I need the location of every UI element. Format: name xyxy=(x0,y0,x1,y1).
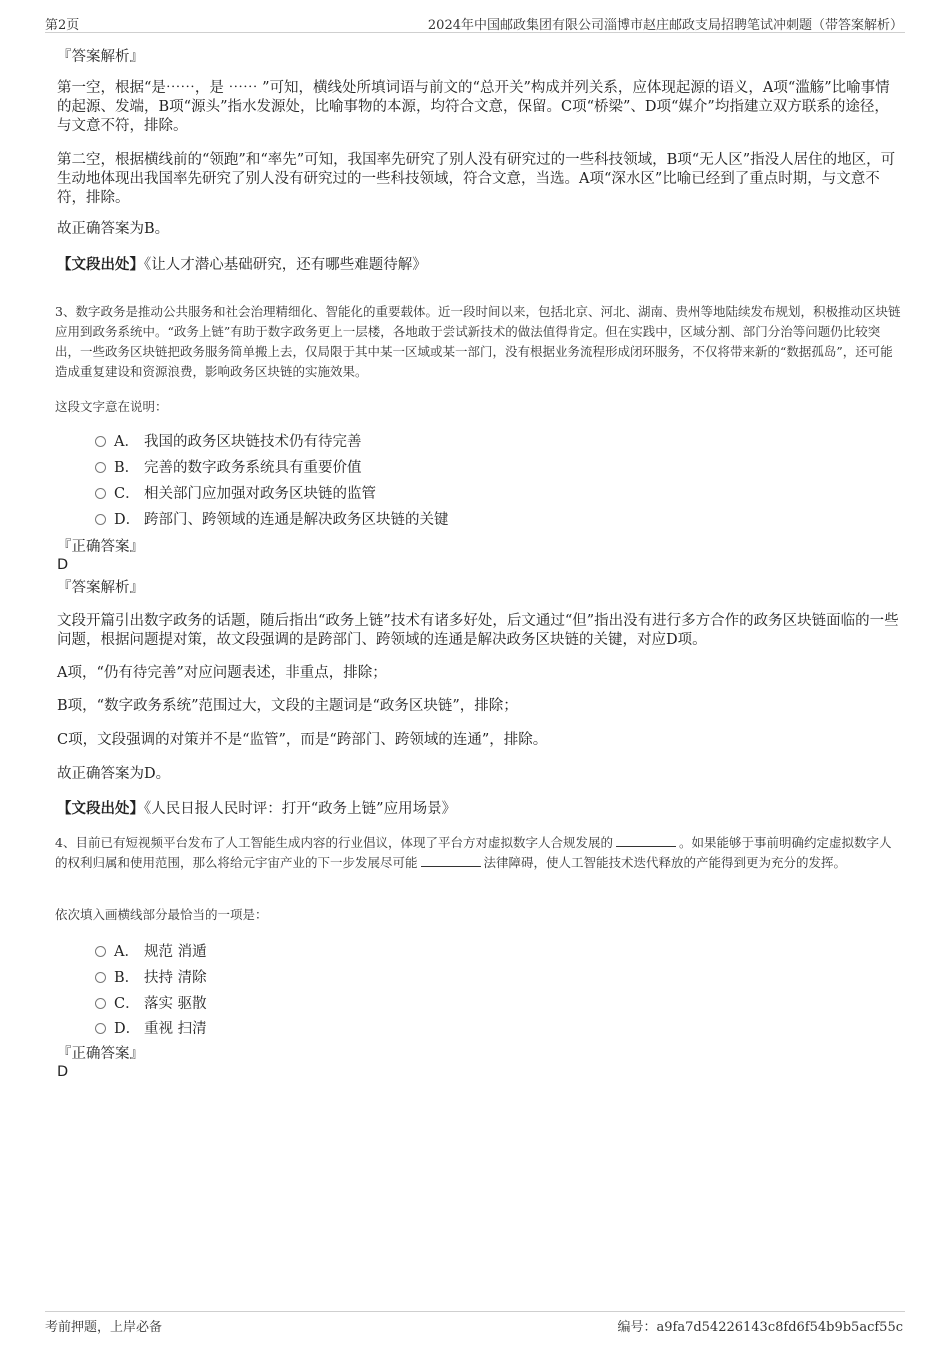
q3-source-label: 【文段出处】 xyxy=(57,800,144,817)
radio-icon[interactable] xyxy=(95,998,106,1009)
q3-question: 3、数字政务是推动公共服务和社会治理精细化、智能化的重要载体。近一段时间以来，包括北京、河北、湖南、贵州等地陆续发布规划，积极推动区块链应用到政务系统中。“政务上链”有助于数字政务更上一层楼，各地敢于尝试新技术的做法值得肯定。但在实践中，区域分割、部门分治等问题仍比较突出，一些政务区块链把政务服务简单搬上去，仅局限于其中某一区域或某一部门，没有根据业务流程形成闭环服务，不仅将带来新的“数据孤岛”，还可能造成重复建设和资源浪费，影响政务区块链的实施效果。 xyxy=(55,304,901,379)
q4-question-part3: 法律障碍，使人工智能技术迭代释放的产能得到更为充分的发挥。 xyxy=(483,855,847,870)
option-letter: B． xyxy=(114,460,140,476)
option-text: 完善的数字政务系统具有重要价值 xyxy=(144,460,362,476)
q3-analysis-para1: 文段开篇引出数字政务的话题，随后指出“政务上链”技术有诸多好处，后文通过“但”指出没有进行多方合作的政务区块链面临的一些问题，根据问题提对策，故文段强调的是跨部门、跨领域的连通是解决政务区块链的关键，对应D项。 xyxy=(57,613,899,648)
q4-question-part2: 。如果能够于事前明确约定虚拟数字人的权利归属和使用范围，那么将给元宇宙产业的下一步发展尽可能 xyxy=(55,835,892,870)
option-letter: C． xyxy=(114,486,140,502)
q4-option-c[interactable] xyxy=(95,994,207,1014)
option-letter: A． xyxy=(114,434,139,450)
q3-source-text: 《人民日报人民时评：打开“政务上链”应用场景》 xyxy=(144,801,457,817)
option-text: 扶持 清除 xyxy=(144,970,207,986)
q4-correct-answer: D xyxy=(57,1064,69,1080)
q2-source xyxy=(57,255,902,275)
q4-prompt: 依次填入画横线部分最恰当的一项是： xyxy=(55,907,268,922)
q2-source-label: 【文段出处】 xyxy=(57,256,144,273)
option-text: 我国的政务区块链技术仍有待完善 xyxy=(144,434,362,450)
q3-conclusion: 故正确答案为D。 xyxy=(57,766,171,782)
q3-analysis-c: C项，文段强调的对策并不是“监管”，而是“跨部门、跨领域的连通”，排除。 xyxy=(57,732,548,748)
radio-icon[interactable] xyxy=(95,462,106,473)
option-letter: D． xyxy=(114,512,141,528)
radio-icon[interactable] xyxy=(95,972,106,983)
q3-correct-answer: D xyxy=(57,557,69,573)
q4-option-d[interactable] xyxy=(95,1019,207,1039)
footer-slogan: 考前押题，上岸必备 xyxy=(45,1320,163,1335)
document-title: 2024年中国邮政集团有限公司淄博市赵庄邮政支局招聘笔试冲刺题（带答案解析） xyxy=(427,18,903,33)
q2-conclusion: 故正确答案为B。 xyxy=(57,221,170,237)
page-number: 第2页 xyxy=(45,18,80,33)
option-letter: B． xyxy=(114,970,140,986)
q3-analysis-a: A项，“仍有待完善”对应问题表述，非重点，排除； xyxy=(57,665,387,681)
q4-option-a[interactable] xyxy=(95,942,207,962)
q3-option-a[interactable] xyxy=(95,432,362,452)
q4-question-part1: 4、目前已有短视频平台发布了人工智能生成内容的行业倡议，体现了平台方对虚拟数字人合规发展的 xyxy=(55,835,613,850)
option-text: 重视 扫清 xyxy=(144,1021,207,1037)
q2-analysis-para2: 第二空，根据横线前的“领跑”和“率先”可知，我国率先研究了别人没有研究过的一些科技领域，B项“无人区”指没人居住的地区，可生动地体现出我国率先研究了别人没有研究过的一些科技领域，符合文意，当选。A项“深水区”比喻已经到了重点时期，与文意不符，排除。 xyxy=(57,152,896,206)
q4-correct-label: 『正确答案』 xyxy=(57,1046,144,1062)
radio-icon[interactable] xyxy=(95,488,106,499)
radio-icon[interactable] xyxy=(95,946,106,957)
option-text: 规范 消遁 xyxy=(144,944,207,960)
q4-blank-1 xyxy=(616,834,676,847)
q3-option-c[interactable] xyxy=(95,484,376,504)
q4-question xyxy=(55,833,903,873)
radio-icon[interactable] xyxy=(95,514,106,525)
page-header xyxy=(45,12,905,33)
radio-icon[interactable] xyxy=(95,436,106,447)
option-text: 跨部门、跨领域的连通是解决政务区块链的关键 xyxy=(144,512,449,528)
page-footer xyxy=(45,1311,905,1334)
q3-prompt: 这段文字意在说明： xyxy=(55,399,168,414)
q3-analysis-label: 『答案解析』 xyxy=(57,580,144,596)
q2-analysis-label: 『答案解析』 xyxy=(57,49,144,65)
q3-option-b[interactable] xyxy=(95,458,362,478)
q2-source-text: 《让人才潜心基础研究，还有哪些难题待解》 xyxy=(144,257,427,273)
q3-analysis-b: B项，“数字政务系统”范围过大，文段的主题词是“政务区块链”，排除； xyxy=(57,698,518,714)
option-letter: C． xyxy=(114,996,140,1012)
option-text: 相关部门应加强对政务区块链的监管 xyxy=(144,486,376,502)
document-id: 编号：a9fa7d54226143c8fd6f54b9b5acf55c xyxy=(617,1320,903,1335)
q4-option-b[interactable] xyxy=(95,968,207,988)
option-letter: D． xyxy=(114,1021,141,1037)
option-text: 落实 驱散 xyxy=(144,996,207,1012)
q2-analysis-para1: 第一空，根据“是⋯⋯，是 ⋯⋯ ”可知，横线处所填词语与前文的“总开关”构成并列关系，应体现起源的语义，A项“滥觞”比喻事情的起源、发端，B项“源头”指水发源处，比喻事物的本源，均符合文意，保留。C项“桥梁”、D项“媒介”均指建立双方联系的途径，与文意不符，排除。 xyxy=(57,80,890,134)
q3-correct-label: 『正确答案』 xyxy=(57,539,144,555)
radio-icon[interactable] xyxy=(95,1023,106,1034)
q4-blank-2 xyxy=(421,854,481,867)
option-letter: A． xyxy=(114,944,139,960)
q3-option-d[interactable] xyxy=(95,510,449,530)
q3-source xyxy=(57,799,902,819)
